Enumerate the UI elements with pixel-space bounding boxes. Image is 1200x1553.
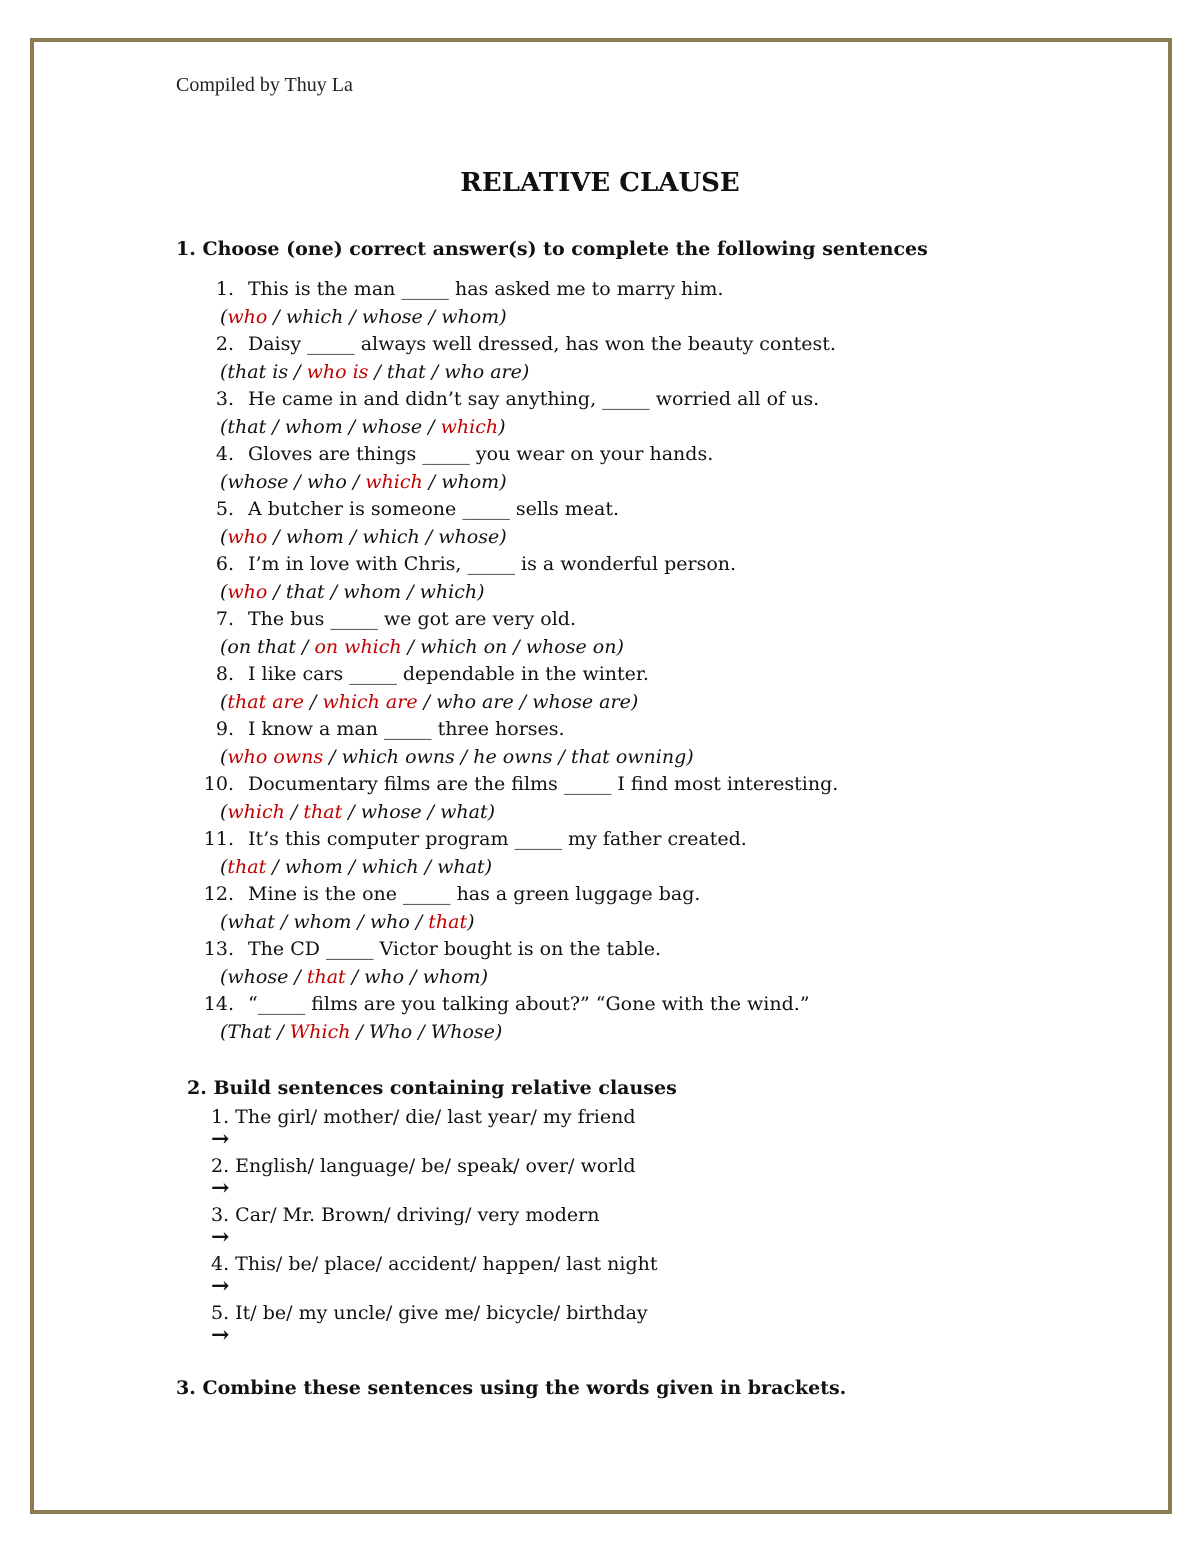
question-text: The bus _____ we got are very old. [248, 608, 576, 630]
question-item [196, 773, 838, 795]
question-item [196, 718, 565, 740]
answer-option: who are [436, 691, 514, 713]
question-text: “_____ films are you talking about?” “Gone with the wind.” [248, 993, 810, 1015]
answer-option: that owning [570, 746, 687, 768]
question-number: 7. [215, 608, 234, 630]
answer-option: whose [360, 801, 422, 823]
answer-option: which [419, 581, 478, 603]
build-sentence-prompt: 4. This/ be/ place/ accident/ happen/ last night [211, 1253, 658, 1275]
section3-heading: 3. Combine these sentences using the words given in brackets. [176, 1377, 847, 1399]
correct-answer-option: that [428, 911, 468, 933]
answer-options: (whose / who / which / whom) [220, 471, 507, 493]
answer-option: who [369, 911, 410, 933]
correct-answer-option: that [227, 856, 267, 878]
question-text: This is the man _____ has asked me to marry him. [248, 278, 724, 300]
answer-options: (that is / who is / that / who are) [220, 361, 530, 383]
question-text: Gloves are things _____ you wear on your hands. [248, 443, 714, 465]
correct-answer-option: on which [314, 636, 402, 658]
build-sentence-prompt: 3. Car/ Mr. Brown/ driving/ very modern [211, 1204, 600, 1226]
answer-option: Whose [430, 1021, 495, 1043]
answer-option: who are [444, 361, 522, 383]
answer-option: who [364, 966, 405, 988]
correct-answer-option: who owns [227, 746, 324, 768]
question-text: It’s this computer program _____ my father created. [248, 828, 747, 850]
answer-option: whose [361, 416, 423, 438]
question-number: 5. [215, 498, 234, 520]
answer-option: which [285, 306, 344, 328]
answer-options: (who owns / which owns / he owns / that owning) [220, 746, 694, 768]
answer-option: which on [420, 636, 508, 658]
answer-option: whom [422, 966, 481, 988]
answer-option: what [440, 801, 488, 823]
question-item [196, 608, 576, 630]
answer-option: that is [227, 361, 289, 383]
answer-option: whose on [525, 636, 617, 658]
correct-answer-option: that are [227, 691, 304, 713]
question-item [196, 388, 819, 410]
question-item [196, 553, 736, 575]
answer-option: which [362, 526, 420, 548]
question-text: The CD _____ Victor bought is on the table. [248, 938, 661, 960]
correct-answer-option: that [303, 801, 343, 823]
arrow-icon: → [211, 1175, 230, 1201]
correct-answer-option: who [227, 581, 268, 603]
question-text: I like cars _____ dependable in the winter. [248, 663, 649, 685]
correct-answer-option: which [440, 416, 499, 438]
answer-option: he owns [473, 746, 553, 768]
question-item [196, 993, 810, 1015]
answer-options: (who / which / whose / whom) [220, 306, 507, 328]
question-number: 12. [203, 883, 234, 905]
answer-options: (that are / which are / who are / whose are) [220, 691, 639, 713]
question-number: 2. [215, 333, 234, 355]
answer-options: (that / whom / which / what) [220, 856, 493, 878]
correct-answer-option: which are [322, 691, 418, 713]
answer-option: Who [369, 1021, 413, 1043]
question-text: He came in and didn’t say anything, _____ worried all of us. [248, 388, 820, 410]
question-text: Mine is the one _____ has a green luggage bag. [248, 883, 701, 905]
question-item [196, 443, 713, 465]
question-item [196, 938, 661, 960]
answer-option: whose [227, 966, 289, 988]
arrow-icon: → [211, 1126, 230, 1152]
answer-option: which owns [341, 746, 455, 768]
question-item [196, 828, 747, 850]
question-item [196, 498, 619, 520]
correct-answer-option: which [227, 801, 285, 823]
question-item [196, 333, 836, 355]
answer-option: whose [361, 306, 423, 328]
question-number: 3. [215, 388, 234, 410]
answer-option: whose are [532, 691, 631, 713]
answer-options: (which / that / whose / what) [220, 801, 496, 823]
correct-answer-option: that [306, 966, 346, 988]
answer-option: that [285, 581, 325, 603]
answer-option: whom [441, 471, 500, 493]
question-item [196, 663, 649, 685]
question-text: Daisy _____ always well dressed, has won the beauty contest. [248, 333, 836, 355]
question-number: 4. [215, 443, 234, 465]
answer-options: (that / whom / whose / which) [220, 416, 506, 438]
question-number: 8. [215, 663, 234, 685]
answer-option: whom [285, 526, 344, 548]
section2-heading: 2. Build sentences containing relative clauses [187, 1077, 677, 1099]
answer-option: on that [227, 636, 296, 658]
question-number: 1. [215, 278, 234, 300]
answer-options: (That / Which / Who / Whose) [220, 1021, 503, 1043]
question-number: 9. [215, 718, 234, 740]
answer-option: that [386, 361, 426, 383]
build-sentence-prompt: 5. It/ be/ my uncle/ give me/ bicycle/ birthday [211, 1302, 648, 1324]
answer-options: (whose / that / who / whom) [220, 966, 488, 988]
arrow-icon: → [211, 1224, 230, 1250]
arrow-icon: → [211, 1322, 230, 1348]
answer-option: which [361, 856, 419, 878]
correct-answer-option: which [365, 471, 423, 493]
question-number: 10. [203, 773, 234, 795]
answer-option: that [227, 416, 267, 438]
answer-option: what [227, 911, 275, 933]
page-title: RELATIVE CLAUSE [460, 168, 740, 198]
question-item [196, 278, 723, 300]
question-text: Documentary films are the films _____ I find most interesting. [248, 773, 839, 795]
answer-option: whom [284, 416, 343, 438]
question-number: 14. [203, 993, 234, 1015]
correct-answer-option: who [227, 306, 268, 328]
build-sentence-prompt: 2. English/ language/ be/ speak/ over/ world [211, 1155, 636, 1177]
answer-option: whom [293, 911, 352, 933]
question-number: 13. [203, 938, 234, 960]
answer-options: (who / that / whom / which) [220, 581, 485, 603]
question-number: 6. [215, 553, 234, 575]
correct-answer-option: who is [306, 361, 369, 383]
answer-options: (who / whom / which / whose) [220, 526, 507, 548]
answer-option: whom [284, 856, 343, 878]
answer-option: whose [438, 526, 500, 548]
answer-option: who [306, 471, 347, 493]
correct-answer-option: who [227, 526, 268, 548]
question-number: 11. [203, 828, 234, 850]
answer-option: whom [343, 581, 402, 603]
answer-option: whose [227, 471, 289, 493]
question-text: I’m in love with Chris, _____ is a wonderful person. [248, 553, 737, 575]
answer-options: (on that / on which / which on / whose on) [220, 636, 624, 658]
section1-heading: 1. Choose (one) correct answer(s) to complete the following sentences [176, 238, 928, 260]
answer-options: (what / whom / who / that) [220, 911, 475, 933]
build-sentence-prompt: 1. The girl/ mother/ die/ last year/ my friend [211, 1106, 636, 1128]
answer-option: That [227, 1021, 272, 1043]
question-item [196, 883, 700, 905]
compiled-by-header: Compiled by Thuy La [176, 74, 353, 96]
arrow-icon: → [211, 1273, 230, 1299]
answer-option: what [437, 856, 485, 878]
correct-answer-option: Which [289, 1021, 351, 1043]
answer-option: whom [441, 306, 500, 328]
question-text: I know a man _____ three horses. [248, 718, 565, 740]
question-text: A butcher is someone _____ sells meat. [248, 498, 620, 520]
